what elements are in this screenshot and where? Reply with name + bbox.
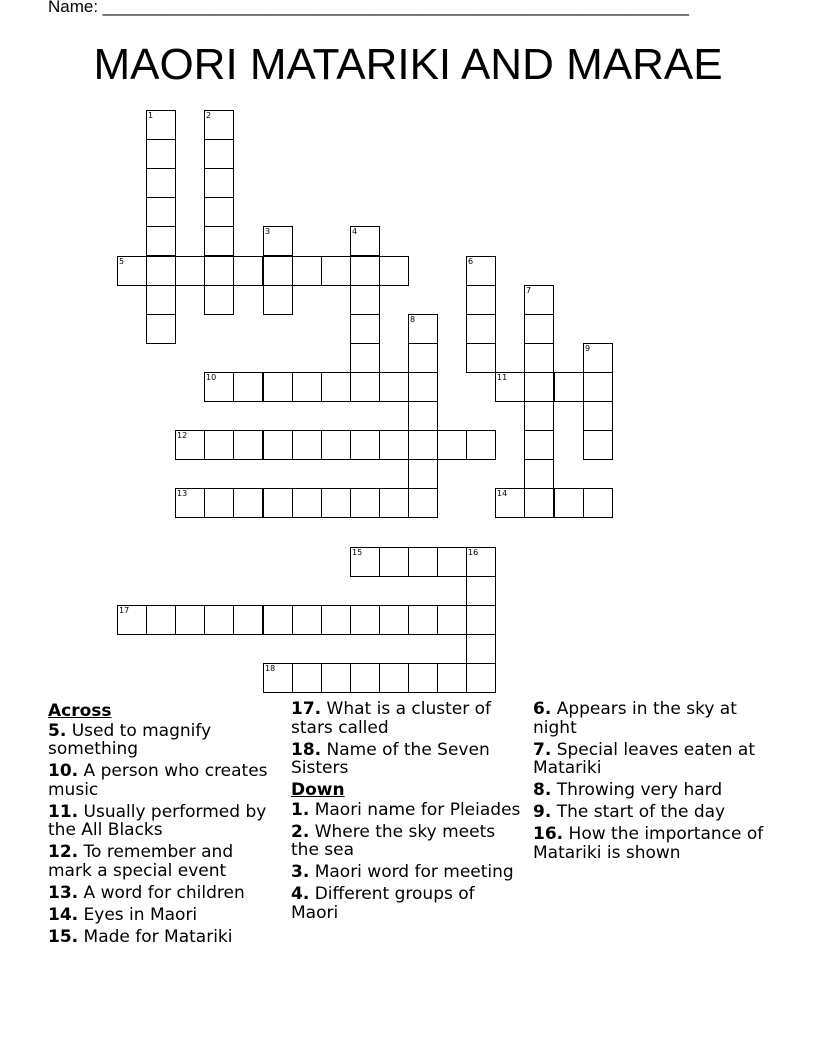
- grid-cell[interactable]: [233, 372, 263, 402]
- grid-cell[interactable]: [321, 256, 351, 286]
- grid-cell[interactable]: [175, 605, 205, 635]
- grid-cell[interactable]: [437, 430, 467, 460]
- grid-cell[interactable]: [379, 430, 409, 460]
- name-field-label[interactable]: Name: ______________________________________________________________: [48, 0, 689, 16]
- grid-cell[interactable]: [524, 459, 554, 489]
- grid-cell[interactable]: [524, 314, 554, 344]
- grid-cell[interactable]: [204, 139, 234, 169]
- grid-cell[interactable]: [146, 197, 176, 227]
- grid-cell[interactable]: [146, 226, 176, 256]
- across-clue-11: 11. Usually performed by the All Blacks: [48, 801, 267, 840]
- grid-cell[interactable]: [379, 488, 409, 518]
- across-clue-13: 13. A word for children: [48, 882, 245, 903]
- grid-cell[interactable]: [350, 256, 380, 286]
- grid-cell[interactable]: [146, 256, 176, 286]
- grid-cell[interactable]: [524, 372, 554, 402]
- grid-cell[interactable]: [408, 488, 438, 518]
- clue-number: 3: [265, 227, 271, 236]
- grid-cell[interactable]: [204, 197, 234, 227]
- grid-cell[interactable]: [350, 663, 380, 693]
- grid-cell[interactable]: [379, 372, 409, 402]
- clue-number: 11: [497, 373, 508, 382]
- grid-cell[interactable]: [146, 110, 176, 140]
- grid-cell[interactable]: [379, 663, 409, 693]
- grid-cell[interactable]: [524, 285, 554, 315]
- grid-cell[interactable]: [321, 372, 351, 402]
- across-clue-10: 10. A person who creates music: [48, 761, 268, 800]
- grid-cell[interactable]: [146, 139, 176, 169]
- clues-column-2: [291, 700, 521, 926]
- grid-cell[interactable]: [292, 372, 322, 402]
- grid-cell[interactable]: [292, 605, 322, 635]
- grid-cell[interactable]: [408, 605, 438, 635]
- clue-number: 9: [585, 344, 591, 353]
- down-clue-1: 1. Maori name for Pleiades: [291, 799, 521, 820]
- grid-cell[interactable]: [204, 226, 234, 256]
- down-clue-7: 7. Special leaves eaten at Matariki: [533, 739, 756, 778]
- grid-cell[interactable]: [117, 605, 147, 635]
- grid-cell[interactable]: [379, 547, 409, 577]
- clue-number: 17: [119, 606, 130, 615]
- grid-cell[interactable]: [466, 663, 496, 693]
- grid-cell[interactable]: [466, 314, 496, 344]
- grid-cell[interactable]: [175, 488, 205, 518]
- grid-cell[interactable]: [379, 605, 409, 635]
- grid-cell[interactable]: [204, 285, 234, 315]
- grid-cell[interactable]: [350, 605, 380, 635]
- clue-number: 5: [119, 257, 125, 266]
- down-clue-16: 16. How the importance of Matariki is shown: [533, 824, 764, 863]
- grid-cell[interactable]: [204, 372, 234, 402]
- down-clue-2: 2. Where the sky meets the sea: [291, 821, 496, 860]
- grid-cell[interactable]: [321, 430, 351, 460]
- grid-cell[interactable]: [466, 430, 496, 460]
- grid-cell[interactable]: [146, 168, 176, 198]
- grid-cell[interactable]: [524, 343, 554, 373]
- clue-number: 4: [352, 227, 358, 236]
- clue-number: 7: [526, 286, 532, 295]
- grid-cell[interactable]: [350, 285, 380, 315]
- grid-cell[interactable]: [321, 663, 351, 693]
- grid-cell[interactable]: [146, 285, 176, 315]
- grid-cell[interactable]: [146, 314, 176, 344]
- grid-cell[interactable]: [263, 605, 293, 635]
- across-clue-12: 12. To remember and mark a special event: [48, 842, 234, 881]
- clue-number: 15: [352, 548, 363, 557]
- grid-cell[interactable]: [263, 256, 293, 286]
- grid-cell[interactable]: [263, 430, 293, 460]
- grid-cell[interactable]: [437, 547, 467, 577]
- down-clue-6: 6. Appears in the sky at night: [533, 699, 737, 738]
- grid-cell[interactable]: [466, 285, 496, 315]
- clue-number: 16: [468, 548, 479, 557]
- clue-number: 2: [206, 111, 212, 120]
- grid-cell[interactable]: [524, 430, 554, 460]
- grid-cell[interactable]: [292, 430, 322, 460]
- grid-cell[interactable]: [292, 488, 322, 518]
- grid-cell[interactable]: [408, 401, 438, 431]
- grid-cell[interactable]: [233, 605, 263, 635]
- grid-cell[interactable]: [263, 226, 293, 256]
- across-clue-17: 17. What is a cluster of stars called: [291, 699, 492, 738]
- grid-cell[interactable]: [233, 488, 263, 518]
- grid-cell[interactable]: [408, 459, 438, 489]
- grid-cell[interactable]: [408, 430, 438, 460]
- grid-cell[interactable]: [204, 256, 234, 286]
- grid-cell[interactable]: [466, 256, 496, 286]
- grid-cell[interactable]: [350, 314, 380, 344]
- across-heading: Across: [48, 701, 112, 721]
- grid-cell[interactable]: [379, 256, 409, 286]
- grid-cell[interactable]: [321, 605, 351, 635]
- grid-cell[interactable]: [263, 488, 293, 518]
- across-clue-18: 18. Name of the Seven Sisters: [291, 739, 490, 778]
- clue-number: 10: [206, 373, 217, 382]
- grid-cell[interactable]: [350, 372, 380, 402]
- grid-cell[interactable]: [466, 634, 496, 664]
- grid-cell[interactable]: [204, 605, 234, 635]
- clue-number: 8: [410, 315, 416, 324]
- clue-number: 18: [265, 664, 276, 673]
- across-clue-15: 15. Made for Matariki: [48, 926, 233, 947]
- grid-cell[interactable]: [204, 110, 234, 140]
- grid-cell[interactable]: [175, 430, 205, 460]
- grid-cell[interactable]: [233, 430, 263, 460]
- clues-column-3: [533, 700, 778, 866]
- grid-cell[interactable]: [263, 372, 293, 402]
- grid-cell[interactable]: [495, 372, 525, 402]
- clue-number: 13: [177, 489, 188, 498]
- across-clue-14: 14. Eyes in Maori: [48, 904, 198, 925]
- grid-cell[interactable]: [117, 256, 147, 286]
- grid-cell[interactable]: [466, 605, 496, 635]
- grid-cell[interactable]: [263, 285, 293, 315]
- puzzle-title: MAORI MATARIKI AND MARAE: [93, 40, 723, 89]
- grid-cell[interactable]: [408, 343, 438, 373]
- down-clue-8: 8. Throwing very hard: [533, 780, 723, 800]
- across-clue-5: 5. Used to magnify something: [48, 720, 212, 759]
- down-heading: Down: [291, 780, 345, 800]
- grid-cell[interactable]: [204, 168, 234, 198]
- grid-cell[interactable]: [350, 547, 380, 577]
- clues-column-1: [48, 700, 278, 950]
- down-clue-3: 3. Maori word for meeting: [291, 862, 514, 882]
- grid-cell[interactable]: [146, 605, 176, 635]
- grid-cell[interactable]: [583, 401, 613, 431]
- clue-number: 14: [497, 489, 508, 498]
- grid-cell[interactable]: [583, 488, 613, 518]
- grid-cell[interactable]: [350, 430, 380, 460]
- grid-cell[interactable]: [408, 663, 438, 693]
- grid-cell[interactable]: [524, 401, 554, 431]
- grid-cell[interactable]: [583, 430, 613, 460]
- grid-cell[interactable]: [466, 343, 496, 373]
- grid-cell[interactable]: [466, 576, 496, 606]
- grid-cell[interactable]: [292, 256, 322, 286]
- clue-number: 12: [177, 431, 188, 440]
- grid-cell[interactable]: [350, 343, 380, 373]
- down-clue-4: 4. Different groups of Maori: [291, 884, 475, 923]
- grid-cell[interactable]: [204, 488, 234, 518]
- grid-cell[interactable]: [554, 488, 584, 518]
- grid-cell[interactable]: [583, 343, 613, 373]
- grid-cell[interactable]: [583, 372, 613, 402]
- grid-cell[interactable]: [321, 488, 351, 518]
- grid-cell[interactable]: [466, 547, 496, 577]
- grid-cell[interactable]: [292, 663, 322, 693]
- grid-cell[interactable]: [554, 372, 584, 402]
- grid-cell[interactable]: [495, 488, 525, 518]
- grid-cell[interactable]: [437, 605, 467, 635]
- grid-cell[interactable]: [350, 488, 380, 518]
- grid-cell[interactable]: [408, 372, 438, 402]
- grid-cell[interactable]: [408, 547, 438, 577]
- grid-cell[interactable]: [263, 663, 293, 693]
- down-clue-9: 9. The start of the day: [533, 802, 726, 822]
- grid-cell[interactable]: [350, 226, 380, 256]
- grid-cell[interactable]: [204, 430, 234, 460]
- grid-cell[interactable]: [233, 256, 263, 286]
- clue-number: 1: [148, 111, 154, 120]
- grid-cell[interactable]: [437, 663, 467, 693]
- grid-cell[interactable]: [408, 314, 438, 344]
- grid-cell[interactable]: [175, 256, 205, 286]
- grid-cell[interactable]: [524, 488, 554, 518]
- clue-number: 6: [468, 257, 474, 266]
